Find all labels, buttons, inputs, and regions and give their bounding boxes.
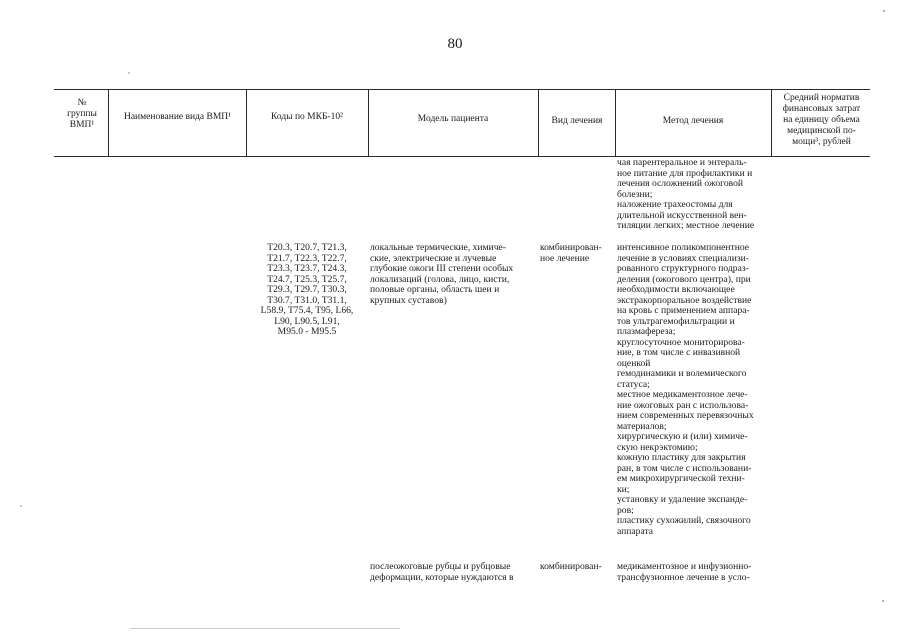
text-line: ное лечение [540, 252, 590, 264]
text-line: ние, в том числе с инвазивной [617, 347, 741, 358]
text-line: ров; [617, 504, 634, 516]
text-line: скую некрэктомию; [617, 441, 698, 453]
text-line: T30.7, T31.0, T31.1, [267, 294, 347, 306]
text-line: ние ожоговых ран с использова- [617, 399, 749, 411]
header-treatment-method: Метод лечения [662, 116, 724, 126]
text-line: интенсивное поликомпонентное [617, 242, 750, 253]
row1-treatment-type [540, 243, 602, 264]
header-vmp-name: Наименование вида ВМП¹ [123, 112, 232, 122]
text-line: статуса; [617, 378, 650, 390]
text-line: T20.3, T20.7, T21.3, [267, 242, 347, 253]
column-divider [615, 89, 616, 156]
text-line: нием современных перевязочных [617, 410, 754, 421]
text-line: трансфузионное лечение в усло- [617, 571, 750, 583]
text-line: ем микрохирургической техни- [617, 473, 745, 484]
text-line: локализаций (голова, лицо, кисти, [370, 273, 510, 285]
text-line: оценкой [617, 357, 651, 369]
text-line: материалов; [617, 420, 667, 432]
text-line: лечение в условиях специализи- [617, 252, 749, 264]
text-line: круглосуточное мониторирова- [617, 336, 745, 348]
text-line: установку и удаление экспанде- [617, 494, 748, 505]
text-line: ное питание для профилактики и [617, 167, 753, 179]
column-divider [108, 89, 109, 156]
text-line: T21.7, T22.3, T22.7, [267, 252, 347, 264]
text-line: плазмафереза; [617, 326, 676, 337]
text-line: болезни; [617, 188, 653, 200]
text-line: хирургическую и (или) химиче- [617, 431, 748, 442]
text-line: T24.7, T25.3, T25.7, [267, 273, 347, 285]
text-line: медикаментозное и инфузионно- [617, 561, 752, 572]
text-line: деформации, которые нуждаются в [370, 571, 514, 583]
text-line: половые органы, область шеи и [370, 284, 500, 295]
header-patient-model: Модель пациента [417, 114, 489, 124]
text-line: рованного структурного подраз- [617, 263, 749, 274]
text-line: L58.9, T75.4, T95, L66, [260, 305, 354, 316]
text-line: экстракорпоральное воздействие [617, 294, 752, 306]
scan-speck [128, 72, 130, 74]
text-line: ки; [617, 483, 630, 495]
row2-treatment-type [540, 562, 602, 573]
text-line: гемодинамики и волемического [617, 368, 747, 379]
text-line: крупных суставов) [370, 294, 447, 306]
text-line: наложение трахеостомы для [617, 199, 733, 210]
page-number: 80 [447, 36, 463, 52]
header-bottom-border [54, 156, 870, 157]
text-line: кожную пластику для закрытия [617, 452, 746, 463]
row2-patient-model [370, 562, 514, 583]
text-line: аппарата [617, 525, 654, 537]
column-divider [771, 89, 772, 156]
text-line: ран, в том числе с использовани- [617, 462, 752, 474]
row1-codes [248, 243, 366, 338]
text-line: деления (ожогового центра), при [617, 273, 751, 285]
row2-treatment-method [617, 562, 751, 583]
text-line: глубокие ожоги III степени особых [370, 263, 514, 274]
text-line: комбинирован- [540, 561, 602, 572]
text-line: пластику сухожилий, связочного [617, 515, 751, 526]
text-line: тиляции легких; местное лечение [617, 220, 755, 231]
text-line: T29.3, T29.7, T30.3, [267, 284, 347, 295]
text-line: T23.3, T23.7, T24.3, [267, 263, 347, 274]
column-divider [368, 89, 369, 156]
scan-speck [883, 10, 885, 12]
text-line: на кровь с применением аппара- [617, 305, 750, 316]
text-line: локальные термические, химиче- [370, 242, 506, 253]
text-line: ские, электрические и лучевые [370, 252, 497, 264]
text-line: местное медикаментозное лече- [617, 389, 748, 400]
header-group-number: № группы ВМП¹ [67, 98, 97, 130]
header-treatment-type: Вид лечения [551, 116, 603, 126]
row1-patient-model [370, 243, 513, 306]
column-divider [538, 89, 539, 156]
text-line: лечения осложнений ожоговой [617, 178, 744, 189]
text-line: длительной искусственной вен- [617, 209, 747, 221]
continuation-method [617, 158, 754, 232]
text-line: M95.0 - M95.5 [277, 326, 337, 337]
header-avg-cost: Средний норматив финансовых затрат на единицу объема медицинской по- мощи³, рублей [782, 93, 861, 147]
text-line: комбинирован- [540, 242, 602, 253]
text-line: чая парентеральное и энтераль- [617, 157, 747, 168]
scan-smudge [130, 628, 400, 629]
scan-speck [20, 505, 22, 507]
header-mkb-codes: Коды по МКБ-10² [271, 112, 343, 122]
scan-speck [882, 600, 884, 602]
text-line: послеожоговые рубцы и рубцовые [370, 561, 511, 572]
row1-treatment-method [617, 243, 754, 537]
text-line: необходимости включающее [617, 284, 735, 295]
text-line: тов ультрагемофильтрации и [617, 315, 735, 327]
text-line: L90, L90.5, L91, [274, 315, 340, 327]
table-top-border [54, 89, 870, 90]
column-divider [246, 89, 247, 156]
